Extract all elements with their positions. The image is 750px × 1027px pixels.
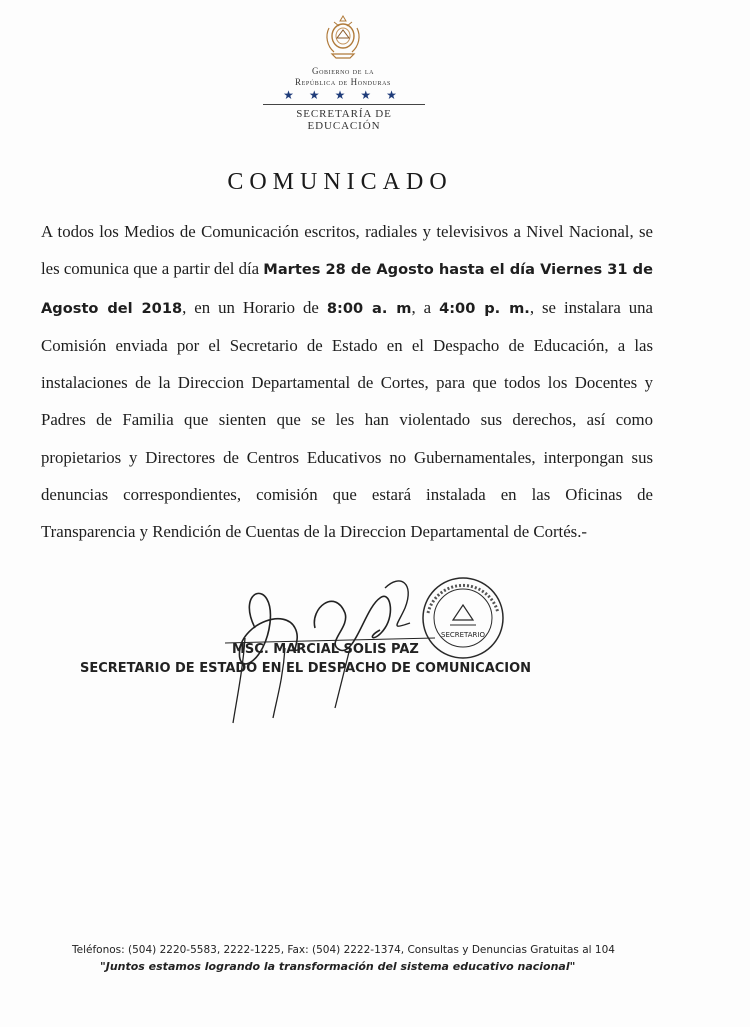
ministry-name: SECRETARÍA DE EDUCACIÓN	[263, 104, 425, 132]
start-time: 8:00 a. m	[326, 299, 412, 317]
document-title: COMUNICADO	[227, 169, 453, 195]
body-text-part: , se instalara una Comisión enviada por el Secretario de Estado en el Despacho de Educación, a las instalaciones de la Direccion Departamental de Cortes, para que todos los Docentes y Padres de Familia que sienten que se les han violentado sus derechos, así como propietarios y Directores de Centros Educativos no Gubernamentales, interpongan sus denuncias correspondientes, comisión que estará instalada en las Oficinas de Transparencia y Rendición de Cuentas de la Direccion Departamental de Cortés.-	[41, 297, 653, 542]
body-text-part: , a	[411, 297, 440, 317]
announcement-body	[41, 213, 653, 551]
footer-contact-info: Teléfonos: (504) 2220-5583, 2222-1225, Fax: (504) 2222-1374, Consultas y Denuncias Gratuitas al 104	[72, 944, 615, 956]
body-text-part: A todos los Medios de Comunicación escritos, radiales y televisivos a Nivel Nacional, se les comunica que a partir del día	[41, 222, 653, 279]
government-name-line2: República de Honduras	[295, 77, 391, 87]
end-time: 4:00 p. m.	[439, 299, 530, 317]
five-stars: ★ ★ ★ ★ ★	[283, 88, 403, 102]
date-range: Martes 28 de Agosto hasta el día Viernes 31 de Agosto del 2018	[41, 261, 654, 317]
signer-title: SECRETARIO DE ESTADO EN EL DESPACHO DE COMUNICACION	[80, 661, 532, 676]
footer-slogan: "Juntos estamos logrando la transformación del sistema educativo nacional"	[100, 960, 576, 973]
coat-of-arms-icon	[322, 14, 364, 60]
signer-name: MSC. MARCIAL SOLIS PAZ	[232, 642, 419, 657]
body-text-part: , en un Horario de	[182, 297, 327, 317]
government-name-line1: Gobierno de la	[311, 66, 375, 76]
seal-label: SECRETARIO	[441, 631, 485, 639]
